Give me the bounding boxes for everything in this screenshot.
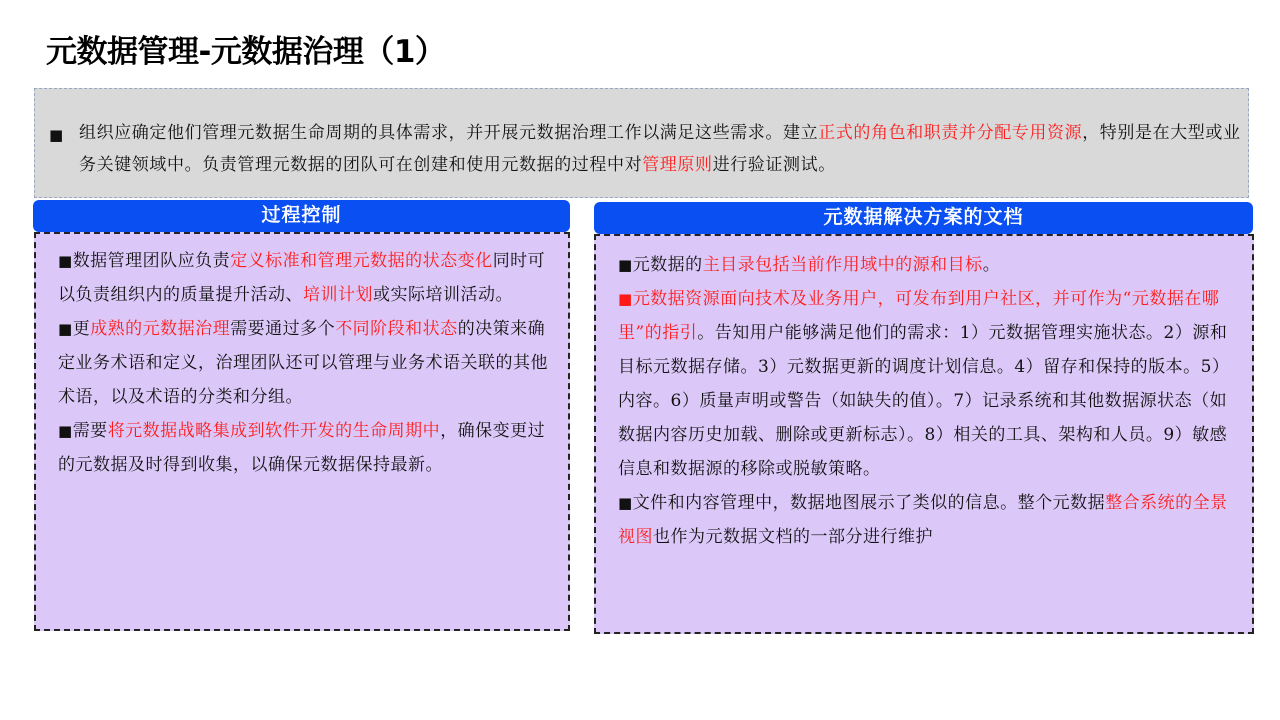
intro-part: 进行验证测试。 [712, 155, 836, 175]
slide-title: 元数据管理-元数据治理（1） [46, 34, 446, 70]
highlight-run: 成熟的元数据治理 [90, 319, 231, 339]
text-run: 数据管理团队应负责 [72, 251, 231, 271]
metadata-docs-heading: 元数据解决方案的文档 [594, 202, 1253, 234]
intro-highlight: 正式的角色和职责并分配专用资源 [818, 123, 1083, 143]
left-paragraph-2 [58, 312, 556, 414]
process-control-panel [34, 232, 570, 631]
left-paragraph-1 [58, 244, 556, 312]
intro-highlight: 管理原则 [642, 155, 713, 175]
bullet-icon: ■ [618, 256, 633, 274]
intro-part: 组织应确定他们管理元数据生命周期的具体需求，并开展元数据治理工作以满足这些需求。建立 [79, 123, 819, 143]
bullet-icon: ■ [58, 422, 73, 440]
bullet-icon: ■ [58, 320, 73, 338]
text-run: ，确保变更过的元数据及时得到收集，以确保元数据保持最新。 [58, 421, 546, 475]
right-paragraph-2 [618, 282, 1238, 486]
bullet-icon: ■ [618, 290, 633, 308]
bullet-icon: ■ [58, 252, 73, 270]
text-run: 同时可以负责组织内的质量提升活动、 [58, 251, 546, 305]
text-run: 。告知用户能够满足他们的需求：1）元数据管理实施状态。2）源和目标元数据存储。3）元数据更新的调度计划信息。4）留存和保持的版本。5）内容。6）质量声明或警告（如缺失的值）。7）记录系统和其他数据源状态（如数据内容历史加载、删除或更新标志）。8）相关的工具、架构和人员。9）敏感信息和数据源的移除或脱敏策略。 [618, 323, 1230, 479]
text-run: 的决策来确定业务术语和定义，治理团队还可以管理与业务术语关联的其他术语，以及术语的分类和分组。 [58, 319, 548, 407]
text-run: 或实际培训活动。 [373, 285, 513, 305]
highlight-run: 不同阶段和状态 [335, 319, 458, 339]
highlight-run: 将元数据战略集成到软件开发的生命周期中 [107, 421, 441, 441]
text-run: 文件和内容管理中，数据地图展示了类似的信息。整个元数据 [632, 493, 1106, 513]
text-run: 需要 [72, 421, 108, 441]
process-control-heading: 过程控制 [33, 200, 570, 232]
intro-box [34, 88, 1249, 198]
metadata-docs-panel [594, 234, 1254, 634]
intro-bullet: ■ [49, 126, 64, 144]
intro-part: ，特别是在大型或业务关键领域中。负责管理元数据的团队可在创建和使用元数据的过程中对 [79, 123, 1241, 175]
text-run: 也作为元数据文档的一部分进行维护 [653, 527, 933, 547]
highlight-run: 元数据资源面向技术及业务用户，可发布到用户社区，并可作为“元数据在哪里”的指引 [618, 289, 1220, 343]
highlight-run: 培训计划 [303, 285, 373, 305]
text-run: 。 [982, 255, 1001, 275]
highlight-run: 整合系统的全景视图 [618, 493, 1228, 547]
right-paragraph-3 [618, 486, 1238, 554]
highlight-run: 定义标准和管理元数据的状态变化 [230, 251, 493, 271]
text-run: 更 [72, 319, 91, 339]
left-paragraph-3 [58, 414, 556, 482]
bullet-icon: ■ [618, 494, 633, 512]
text-run: 需要通过多个 [230, 319, 336, 339]
highlight-run: 主目录包括当前作用域中的源和目标 [702, 255, 983, 275]
intro-text [79, 117, 1248, 181]
right-paragraph-1 [618, 248, 1238, 282]
text-run: 元数据的 [632, 255, 703, 275]
